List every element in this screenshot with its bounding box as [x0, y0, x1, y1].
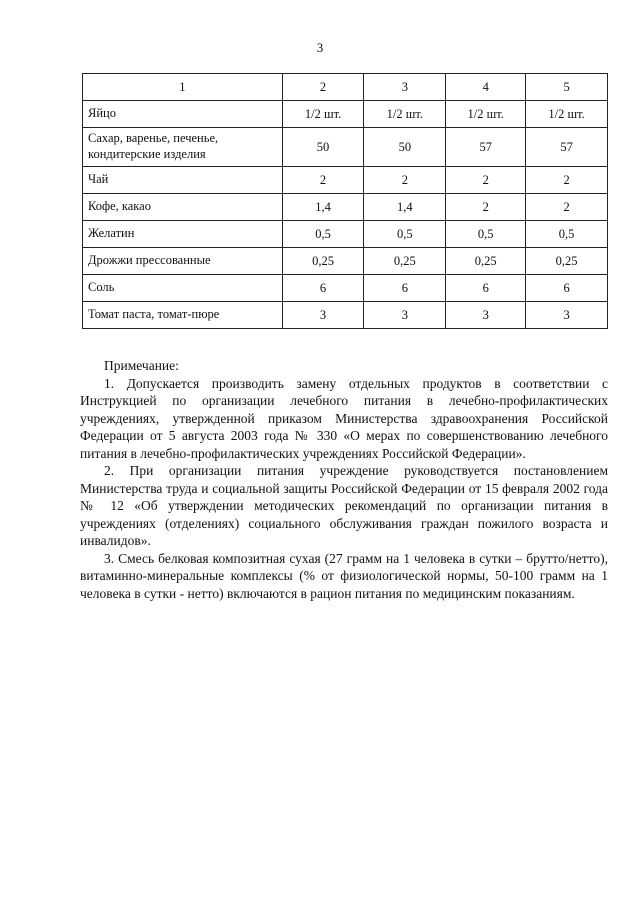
norm-value: 0,25 [282, 248, 364, 275]
table-row [83, 101, 608, 128]
table-row [83, 275, 608, 302]
product-name: Желатин [83, 221, 283, 248]
norm-value: 2 [446, 167, 526, 194]
product-name: Сахар, варенье, печенье, кондитерские изделия [83, 128, 283, 167]
norm-value: 6 [526, 275, 608, 302]
norm-value: 50 [282, 128, 364, 167]
table-row [83, 167, 608, 194]
product-name: Кофе, какао [83, 194, 283, 221]
header-cell: 4 [446, 74, 526, 101]
norm-value: 1/2 шт. [282, 101, 364, 128]
norm-value: 0,25 [526, 248, 608, 275]
norm-value: 2 [526, 167, 608, 194]
note-paragraph-2: 2. При организации питания учреждение руководствуется постановлением Министерства труда и социальной защиты Российской Федерации от 15 февраля 2002 года № 12 «Об утверждении методических рекомендаций по организации питания в учреждениях (отделениях) социального обслуживания граждан пожилого возраста и инвалидов». [80, 463, 608, 548]
table-row [83, 128, 608, 167]
norm-value: 2 [526, 194, 608, 221]
header-cell: 5 [526, 74, 608, 101]
table-header-row [83, 74, 608, 101]
norm-value: 1,4 [364, 194, 446, 221]
header-cell: 1 [83, 74, 283, 101]
notes-section [80, 357, 608, 602]
norm-value: 1,4 [282, 194, 364, 221]
norm-value: 3 [282, 302, 364, 329]
table-row [83, 221, 608, 248]
norm-value: 3 [526, 302, 608, 329]
norm-value: 1/2 шт. [364, 101, 446, 128]
norm-value: 0,5 [526, 221, 608, 248]
norm-value: 0,25 [446, 248, 526, 275]
header-cell: 2 [282, 74, 364, 101]
product-name: Томат паста, томат-пюре [83, 302, 283, 329]
note-paragraph-1: 1. Допускается производить замену отдельных продуктов в соответствии с Инструкцией по организации лечебного питания в лечебно-профилактических учреждениях, утвержденной приказом Министерства здравоохранения Российской Федерации от 5 августа 2003 года № 330 «О мерах по совершенствованию лечебного питания в лечебно-профилактических учреждениях Российской Федерации». [80, 375, 608, 461]
norm-value: 6 [282, 275, 364, 302]
norm-value: 6 [364, 275, 446, 302]
norm-value: 2 [282, 167, 364, 194]
product-name: Соль [83, 275, 283, 302]
norm-value: 3 [364, 302, 446, 329]
norm-value: 57 [526, 128, 608, 167]
note-paragraph-3: 3. Смесь белковая композитная сухая (27 грамм на 1 человека в сутки – брутто/нетто), витаминно-минеральные комплексы (% от физиологической нормы, 50-100 грамм на 1 человека в сутки - нетто) включаются в рацион питания по медицинским показаниям. [80, 550, 608, 601]
norm-value: 0,25 [364, 248, 446, 275]
table-row [83, 302, 608, 329]
norm-value: 50 [364, 128, 446, 167]
product-name: Дрожжи прессованные [83, 248, 283, 275]
page-number: 3 [316, 40, 324, 55]
food-norms-table [82, 73, 608, 329]
norm-value: 3 [446, 302, 526, 329]
notes-title: Примечание: [104, 358, 179, 373]
norm-value: 1/2 шт. [446, 101, 526, 128]
product-name: Чай [83, 167, 283, 194]
norm-value: 1/2 шт. [526, 101, 608, 128]
norm-value: 0,5 [282, 221, 364, 248]
norm-value: 6 [446, 275, 526, 302]
table-row [83, 194, 608, 221]
product-name: Яйцо [83, 101, 283, 128]
header-cell: 3 [364, 74, 446, 101]
norm-value: 0,5 [446, 221, 526, 248]
norm-value: 2 [446, 194, 526, 221]
table-row [83, 248, 608, 275]
norm-value: 57 [446, 128, 526, 167]
norm-value: 2 [364, 167, 446, 194]
norm-value: 0,5 [364, 221, 446, 248]
